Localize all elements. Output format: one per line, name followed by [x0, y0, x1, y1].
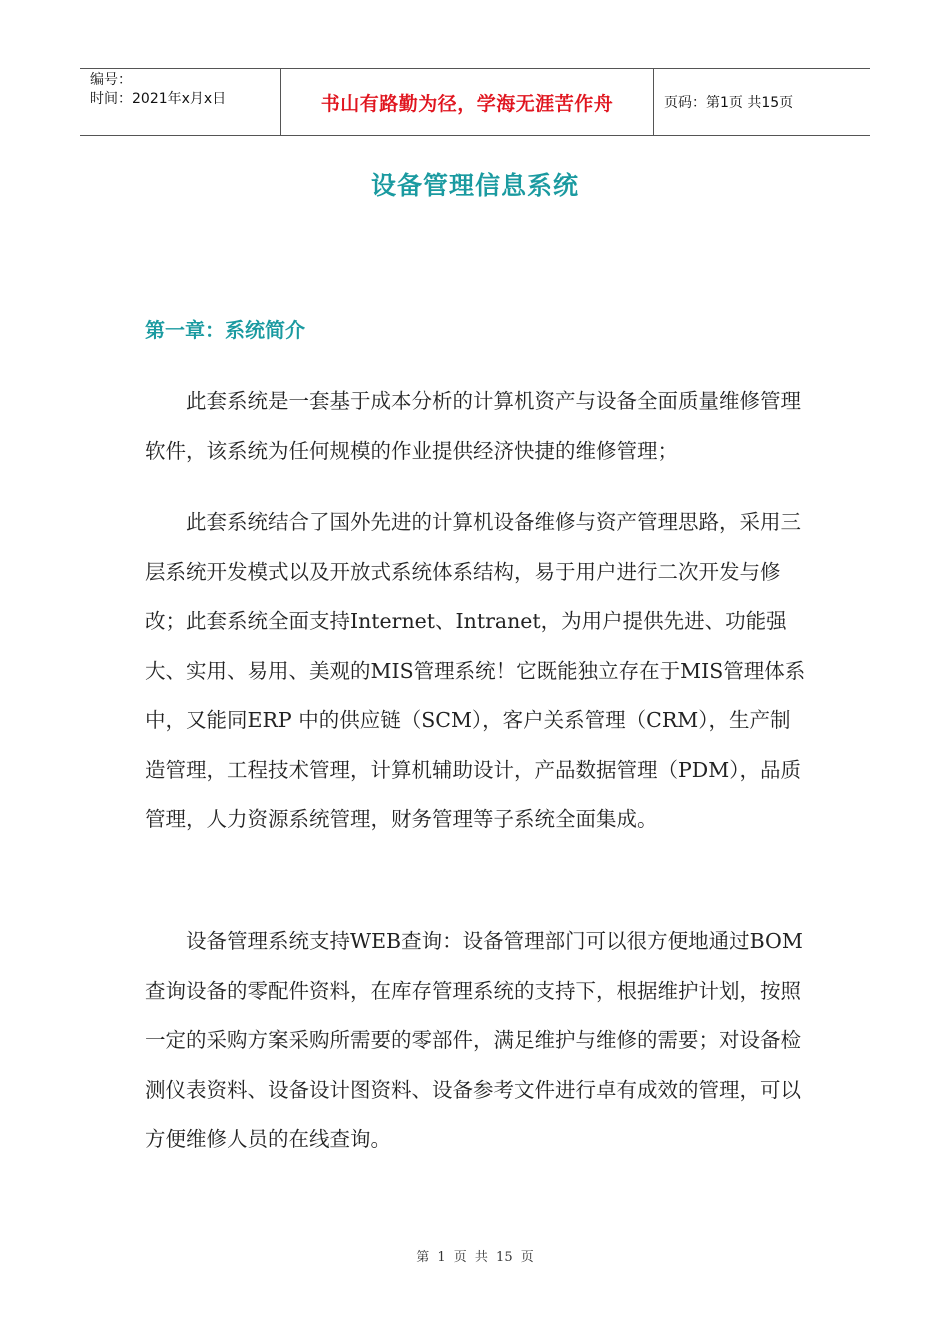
- header-page-info: 页码：第1页 共15页: [664, 95, 794, 111]
- document-header: [80, 68, 870, 136]
- body-paragraph: 此套系统是一套基于成本分析的计算机资产与设备全面质量维修管理软件，该系统为任何规模的作业提供经济快捷的维修管理；: [145, 389, 801, 463]
- header-meta-cell: [80, 69, 281, 135]
- page-footer: 第 1 页 共 15 页: [416, 1250, 534, 1265]
- header-motto: 书山有路勤为径，学海无涯苦作舟: [281, 69, 654, 135]
- chapter-heading: 第一章：系统简介: [145, 318, 305, 342]
- body-paragraph: 设备管理系统支持WEB查询：设备管理部门可以很方便地通过BOM查询设备的零配件资料，在库存管理系统的支持下，根据维护计划，按照一定的采购方案采购所需要的零部件，满足维护与维修的需要；对设备检测仪表资料、设备设计图资料、设备参考文件进行卓有成效的管理，可以方便维修人员的在线查询。: [145, 929, 803, 1151]
- body-paragraph: 此套系统结合了国外先进的计算机设备维修与资产管理思路，采用三层系统开发模式以及开放式系统体系结构，易于用户进行二次开发与修改；此套系统全面支持Internet、Intranet，为用户提供先进、功能强大、实用、易用、美观的MIS管理系统！它既能独立存在于MIS管理体系中，又能同ERP 中的供应链（SCM），客户关系管理（CRM），生产制造管理，工程技术管理，计算机辅助设计，产品数据管理（PDM），品质管理，人力资源系统管理，财务管理等子系统全面集成。: [145, 510, 806, 831]
- document-number-label: 编号：: [90, 72, 132, 88]
- document-date-label: 时间：2021年x月x日: [90, 91, 227, 107]
- document-title: 设备管理信息系统: [370, 171, 579, 200]
